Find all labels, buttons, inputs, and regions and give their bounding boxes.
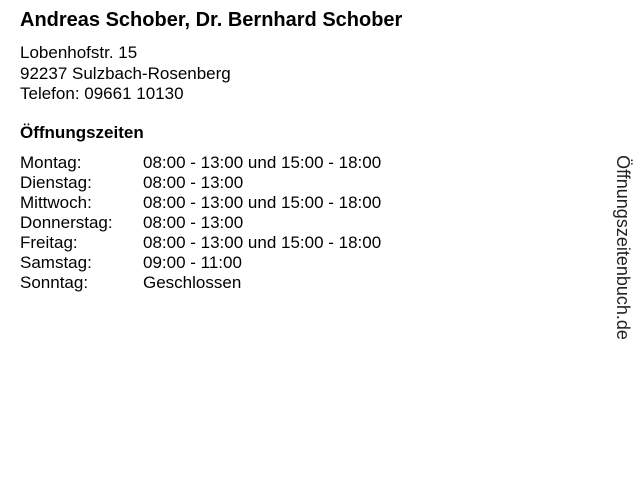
hours-row-friday xyxy=(20,233,381,253)
hours-row-monday xyxy=(20,153,381,173)
hours-row-thursday xyxy=(20,213,381,233)
site-watermark xyxy=(595,132,640,362)
day-hours: Geschlossen xyxy=(143,273,242,292)
hours-row-sunday xyxy=(20,273,381,293)
day-hours: 08:00 - 13:00 und 15:00 - 18:00 xyxy=(143,153,382,172)
day-hours: 08:00 - 13:00 und 15:00 - 18:00 xyxy=(143,193,382,212)
hours-row-tuesday xyxy=(20,173,381,193)
day-label: Sonntag: xyxy=(20,273,89,292)
day-label: Dienstag: xyxy=(20,173,92,192)
opening-hours-heading: Öffnungszeiten xyxy=(20,123,144,142)
day-hours: 08:00 - 13:00 xyxy=(143,173,244,192)
street-address: Lobenhofstr. 15 xyxy=(20,43,138,62)
hours-row-wednesday xyxy=(20,193,381,213)
day-hours: 08:00 - 13:00 und 15:00 - 18:00 xyxy=(143,233,382,252)
day-label: Freitag: xyxy=(20,233,78,252)
city-postal: 92237 Sulzbach-Rosenberg xyxy=(20,63,231,83)
day-hours: 09:00 - 11:00 xyxy=(143,253,242,272)
day-label: Samstag: xyxy=(20,253,92,272)
opening-hours-list xyxy=(20,153,381,293)
business-name: Andreas Schober, Dr. Bernhard Schober xyxy=(20,9,403,31)
hours-row-saturday xyxy=(20,253,381,273)
watermark-text: Öffnungszeitenbuch.de xyxy=(612,154,633,340)
day-hours: 08:00 - 13:00 xyxy=(143,213,244,232)
phone-number: Telefon: 09661 10130 xyxy=(20,84,184,103)
day-label: Montag: xyxy=(20,153,82,172)
address-block xyxy=(20,43,231,105)
day-label: Mittwoch: xyxy=(20,193,92,212)
day-label: Donnerstag: xyxy=(20,213,113,232)
